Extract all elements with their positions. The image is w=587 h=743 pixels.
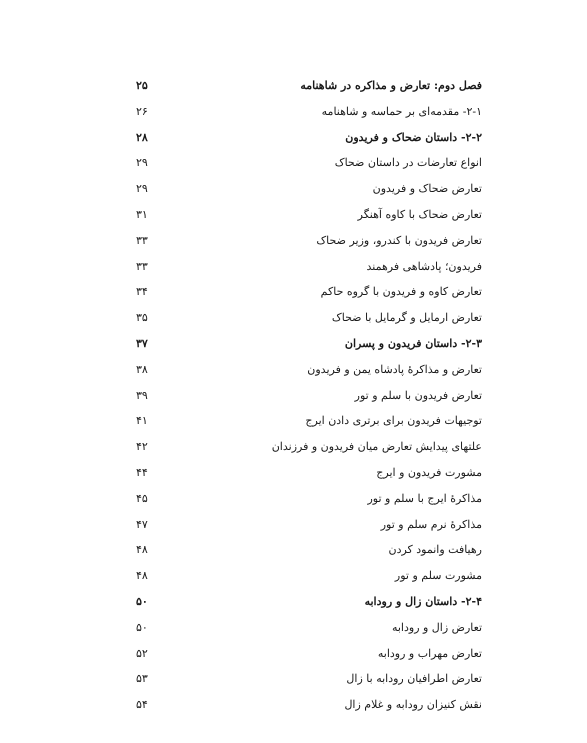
toc-entry-title: فصل دوم: تعارض و مذاکره در شاهنامه <box>300 79 482 92</box>
toc-page-number: ۴۵ <box>136 491 148 505</box>
toc-page-number: ۳۷ <box>136 336 148 350</box>
toc-page-number: ۵۰ <box>136 620 148 634</box>
toc-entry <box>120 228 482 254</box>
toc-entry-title: علتهای پیدایش تعارض میان فریدون و فرزندان <box>271 440 482 454</box>
toc-page-number: ۲۶ <box>136 104 148 118</box>
toc-page-number: ۳۴ <box>136 285 148 299</box>
toc-entry-title: فریدون؛ پادشاهی فرهمند <box>366 259 482 273</box>
toc-entry-title: تعارض فریدون با سلم و تور <box>354 388 482 402</box>
toc-entry <box>120 279 482 305</box>
toc-page-number: ۳۸ <box>136 362 148 376</box>
toc-page-number: ۴۷ <box>136 517 148 531</box>
toc-page-number: ۳۵ <box>136 311 148 325</box>
toc-page-number: ۲۵ <box>136 79 148 92</box>
toc-entry <box>120 99 482 125</box>
toc-page-number: ۵۳ <box>136 672 148 686</box>
toc-page-number: ۵۰ <box>136 594 148 608</box>
toc-page-number: ۳۳ <box>136 233 148 247</box>
toc-entry-title: تعارض و مذاکرۀ پادشاه یمن و فریدون <box>307 362 482 376</box>
toc-entry <box>120 692 482 718</box>
toc-entry-title: ۲-۲- داستان ضحاک و فریدون <box>345 130 482 144</box>
toc-entry-title: تعارض فریدون با کندرو، وزیر ضحاک <box>316 233 482 247</box>
toc-entry-title: مذاکرۀ ایرج با سلم و تور <box>367 491 482 505</box>
toc-entry-title: مشورت سلم و تور <box>394 569 482 583</box>
toc-entry <box>120 357 482 383</box>
toc-entry-title: ۲-۴- داستان زال و رودابه <box>364 594 482 608</box>
toc-section-heading <box>120 331 482 357</box>
toc-entry-title: تعارض ارمایل و گرمایل با ضحاک <box>331 311 482 325</box>
toc-entry-title: ۲-۳- داستان فریدون و پسران <box>344 336 482 350</box>
toc-section-heading <box>120 73 482 99</box>
toc-entry-title: انواع تعارضات در داستان ضحاک <box>334 156 482 170</box>
toc-section-heading <box>120 125 482 151</box>
toc-page-number: ۴۲ <box>136 440 148 454</box>
toc-entry <box>120 666 482 692</box>
toc-page-number: ۲۹ <box>136 156 148 170</box>
toc-page-number: ۳۱ <box>136 207 148 221</box>
toc-page-number: ۴۴ <box>136 465 148 479</box>
toc-entry-title: تعارض ضحاک با کاوه آهنگر <box>357 207 482 221</box>
toc-section-heading <box>120 589 482 615</box>
toc-entry <box>120 615 482 641</box>
toc-entry-title: تعارض زال و رودابه <box>391 620 482 634</box>
toc-entry <box>120 563 482 589</box>
toc-entry <box>120 460 482 486</box>
toc-entry-title: ۲-۱- مقدمه‌ای بر حماسه و شاهنامه <box>321 104 482 118</box>
toc-entry <box>120 408 482 434</box>
toc-entry-title: تعارض مهراب و رودابه <box>377 646 482 660</box>
toc-page-number: ۴۸ <box>136 543 148 557</box>
toc-entry <box>120 512 482 538</box>
toc-entry <box>120 254 482 280</box>
toc-entry-title: مشورت فریدون و ایرج <box>376 465 482 479</box>
toc-entry-title: رهیافت وانمود کردن <box>388 543 482 557</box>
toc-entry <box>120 434 482 460</box>
toc-page-number: ۳۳ <box>136 259 148 273</box>
toc-entry-title: تعارض کاوه و فریدون با گروه حاکم <box>320 285 482 299</box>
toc-entry <box>120 176 482 202</box>
toc-page-number: ۵۴ <box>136 698 148 712</box>
toc-entry <box>120 150 482 176</box>
toc-page-number: ۲۹ <box>136 182 148 196</box>
toc-entry <box>120 641 482 667</box>
toc-page-number: ۵۲ <box>136 646 148 660</box>
toc-page-number: ۴۸ <box>136 569 148 583</box>
toc-entry-title: تعارض ضحاک و فریدون <box>372 182 482 196</box>
table-of-contents <box>120 73 482 718</box>
toc-entry <box>120 486 482 512</box>
toc-page-number: ۳۹ <box>136 388 148 402</box>
toc-entry-title: نقش کنیزان رودابه و غلام زال <box>344 698 482 712</box>
toc-entry-title: تعارض اطرافیان رودابه با زال <box>346 672 482 686</box>
toc-entry <box>120 537 482 563</box>
toc-entry <box>120 202 482 228</box>
toc-page-number: ۴۱ <box>136 414 148 428</box>
toc-entry-title: توجیهات فریدون برای برتری دادن ایرج <box>305 414 482 428</box>
toc-entry-title: مذاکرۀ نرم سلم و تور <box>380 517 482 531</box>
toc-entry <box>120 383 482 409</box>
toc-entry <box>120 305 482 331</box>
toc-page-number: ۲۸ <box>136 130 148 144</box>
